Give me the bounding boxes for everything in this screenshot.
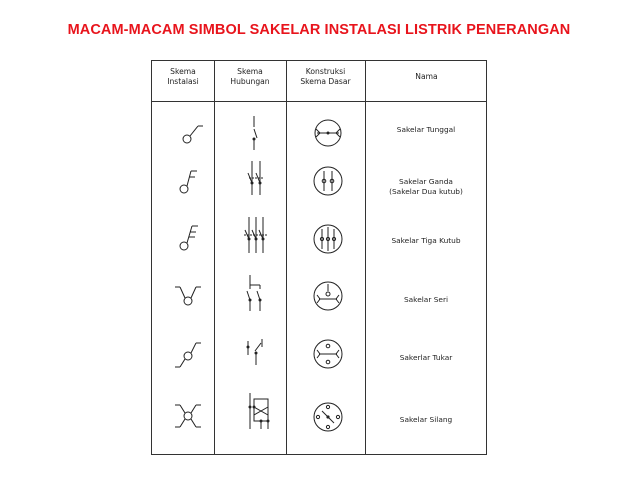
cross-switch-installation-icon (172, 399, 206, 433)
three-pole-construction-icon (312, 221, 344, 257)
single-switch-wiring-icon (244, 116, 264, 152)
header-line: Skema (237, 67, 263, 76)
column-divider (286, 61, 287, 454)
series-switch-wiring-icon (242, 275, 268, 313)
single-switch-installation-icon (178, 118, 208, 148)
row-name-sakelar-tunggal (366, 125, 486, 135)
single-switch-construction-icon (312, 117, 344, 149)
header-nama (365, 72, 488, 82)
changeover-switch-construction-icon (312, 337, 344, 371)
cross-switch-wiring-icon (244, 393, 276, 433)
changeover-switch-wiring-icon (242, 333, 270, 369)
name-line: Sakelar Tiga Kutub (391, 236, 461, 245)
name-line: Sakerlar Tukar (399, 353, 453, 362)
header-line: Skema (170, 67, 196, 76)
double-pole-construction-icon (312, 163, 344, 199)
three-pole-wiring-icon (241, 217, 271, 255)
changeover-switch-installation-icon (174, 337, 206, 371)
header-divider (152, 101, 486, 102)
series-switch-installation-icon (172, 279, 206, 311)
header-line: Hubungan (230, 77, 270, 86)
row-name-sakelar-tiga-kutub (366, 236, 486, 246)
header-line: Instalasi (167, 77, 199, 86)
header-line: Skema Dasar (300, 77, 351, 86)
header-line: Konstruksi (305, 67, 346, 76)
name-line: (Sakelar Dua kutub) (389, 187, 463, 196)
column-divider (365, 61, 366, 454)
row-name-sakelar-tukar (366, 353, 486, 363)
header-skema-instalasi (152, 67, 214, 87)
symbol-table (151, 60, 487, 455)
page-title: MACAM-MACAM SIMBOL SAKELAR INSTALASI LISTRIK PENERANGAN (67, 22, 571, 38)
series-switch-construction-icon (312, 279, 344, 313)
name-line: Sakelar Seri (403, 295, 449, 304)
column-divider (214, 61, 215, 454)
header-skema-hubungan (214, 67, 286, 87)
name-line: Sakelar Ganda (399, 177, 453, 186)
double-pole-installation-icon (176, 165, 208, 197)
header-line: Nama (415, 72, 438, 81)
three-pole-installation-icon (176, 221, 208, 253)
cross-switch-construction-icon (312, 400, 344, 434)
name-line: Sakelar Silang (399, 415, 453, 424)
row-name-sakelar-seri (366, 295, 486, 305)
header-konstruksi (286, 67, 365, 87)
double-pole-wiring-icon (245, 161, 269, 197)
row-name-sakelar-silang (366, 415, 486, 425)
row-name-sakelar-ganda (366, 177, 486, 197)
name-line: Sakelar Tunggal (396, 125, 456, 134)
